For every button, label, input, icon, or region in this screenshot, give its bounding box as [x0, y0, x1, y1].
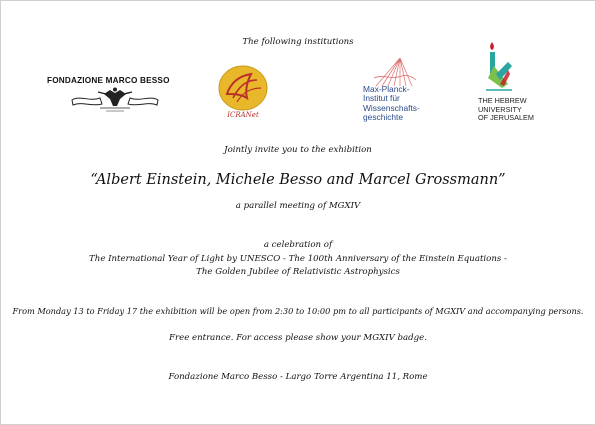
fondazione-logo-text: FONDAZIONE MARCO BESSO [47, 76, 170, 85]
huji-line: UNIVERSITY [478, 104, 522, 114]
celebration-line-1: The International Year of Light by UNESCO - The 100th Anniversary of the Einstein Equations - [89, 254, 507, 264]
celebration-intro: a celebration of [263, 240, 333, 250]
mpi-line: Max-Planck- [363, 84, 410, 94]
icranet-caption: ICRANet [227, 111, 259, 119]
huji-logo-text [478, 97, 534, 123]
mpi-line: geschichte [363, 111, 404, 122]
huji-logo-icon [482, 40, 516, 96]
entrance-text: Free entrance. For access please show your MGXIV badge. [169, 333, 427, 343]
huji-line: OF JERUSALEM [478, 113, 534, 123]
parallel-meeting-text: a parallel meeting of MGXIV [235, 201, 361, 211]
celebration-line-2: The Golden Jubilee of Relativistic Astrophysics [196, 267, 400, 277]
mpi-line: Institut für [363, 93, 400, 104]
exhibition-title: “Albert Einstein, Michele Besso and Marcel Grossmann” [90, 172, 506, 188]
fondazione-eagle-icon [70, 86, 160, 116]
header-text: The following institutions [242, 37, 354, 47]
schedule-text: From Monday 13 to Friday 17 the exhibition will be open from 2:30 to 10:00 pm to all participants of MGXIV and accompanying persons. [12, 306, 584, 316]
address-text: Fondazione Marco Besso - Largo Torre Argentina 11, Rome [168, 372, 428, 382]
invite-line: Jointly invite you to the exhibition [224, 145, 372, 155]
mpi-logo-text [363, 85, 420, 122]
huji-line: THE HEBREW [478, 96, 527, 105]
mpi-line: Wissenschafts- [363, 102, 420, 113]
